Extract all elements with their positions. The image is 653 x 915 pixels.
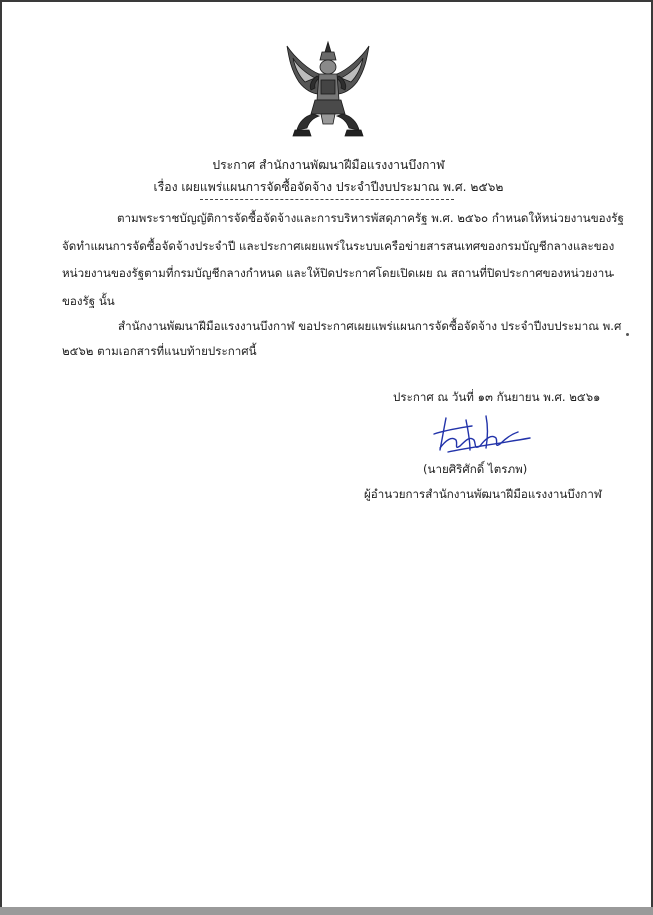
- page-border-left: [0, 0, 2, 908]
- announcement-subject: เรื่อง เผยแพร่แผนการจัดซื้อจัดจ้าง ประจำปีงบประมาณ พ.ศ. ๒๕๖๒: [153, 180, 504, 194]
- bottom-bar: [0, 907, 653, 915]
- dashed-divider: [200, 199, 454, 200]
- body-line: จัดทำแผนการจัดซื้อจัดจ้างประจำปี และประกาศเผยแพร่ในระบบเครือข่ายสารสนเทศของกรมบัญชีกลางและของ: [62, 239, 615, 253]
- signer-title: ผู้อำนวยการสำนักงานพัฒนาฝีมือแรงงานบึงกาฬ: [364, 487, 602, 501]
- garuda-emblem-icon: [281, 40, 375, 138]
- scan-speck: [612, 274, 614, 276]
- announcement-header: ประกาศ สำนักงานพัฒนาฝีมือแรงงานบึงกาฬ: [212, 158, 445, 172]
- body-line: สำนักงานพัฒนาฝีมือแรงงานบึงกาฬ ขอประกาศเผยแพร่แผนการจัดซื้อจัดจ้าง ประจำปีงบประมาณ พ.ศ: [118, 319, 622, 333]
- announcement-date: ประกาศ ณ วันที่ ๑๓ กันยายน พ.ศ. ๒๕๖๑: [393, 390, 601, 404]
- scan-speck: [626, 333, 629, 336]
- body-line: ตามพระราชบัญญัติการจัดซื้อจัดจ้างและการบริหารพัสดุภาครัฐ พ.ศ. ๒๕๖๐ กำหนดให้หน่วยงานของรัฐ: [117, 211, 624, 225]
- body-line: ๒๕๖๒ ตามเอกสารที่แนบท้ายประกาศนี้: [62, 344, 257, 358]
- page-border-top: [0, 0, 653, 2]
- body-line: ของรัฐ นั้น: [62, 294, 115, 308]
- body-line: หน่วยงานของรัฐตามที่กรมบัญชีกลางกำหนด และให้ปิดประกาศโดยเปิดเผย ณ สถานที่ปิดประกาศของหน่วยงาน: [62, 266, 613, 280]
- signer-name: (นายศิริศักดิ์ ไตรภพ): [423, 462, 528, 476]
- handwritten-signature-icon: [426, 410, 538, 456]
